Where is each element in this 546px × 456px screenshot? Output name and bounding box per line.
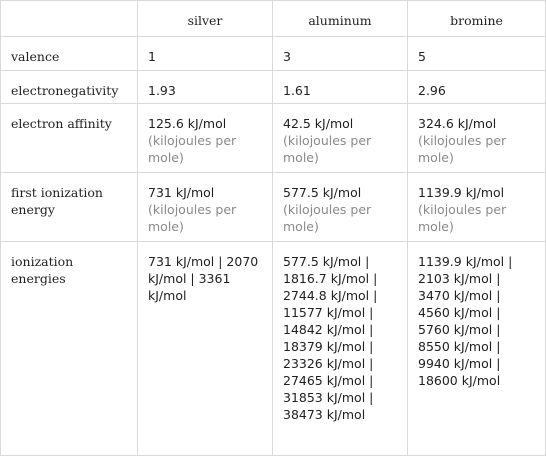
table-row (1, 37, 546, 71)
row-label-electron-affinity: electron affinity (1, 104, 138, 173)
cell-ionization-energies-bromine: 1139.9 kJ/mol | 2103 kJ/mol | 3470 kJ/mol | 4560 kJ/mol | 5760 kJ/mol | 8550 kJ/mol | 9940 kJ/mol | 18600 kJ/mol (408, 242, 546, 456)
table-row (1, 71, 546, 104)
column-header-silver: silver (138, 1, 273, 37)
row-label-ionization-energies: ionization energies (1, 242, 138, 456)
row-label-electronegativity: electronegativity (1, 71, 138, 104)
cell-electron-affinity-aluminum (273, 104, 408, 173)
cell-electronegativity-bromine: 2.96 (408, 71, 546, 104)
cell-valence-aluminum: 3 (273, 37, 408, 71)
cell-ionization-energies-silver: 731 kJ/mol | 2070 kJ/mol | 3361 kJ/mol (138, 242, 273, 456)
cell-valence-bromine: 5 (408, 37, 546, 71)
cell-first-ionization-bromine (408, 173, 546, 242)
value: 125.6 kJ/mol (148, 116, 227, 131)
row-label-valence: valence (1, 37, 138, 71)
cell-first-ionization-aluminum (273, 173, 408, 242)
unit-note: (kilojoules per mole) (283, 202, 372, 234)
value: 42.5 kJ/mol (283, 116, 354, 131)
header-corner (1, 1, 138, 37)
cell-electron-affinity-silver (138, 104, 273, 173)
value: 731 kJ/mol (148, 185, 215, 200)
cell-electronegativity-aluminum: 1.61 (273, 71, 408, 104)
value: 577.5 kJ/mol (283, 185, 362, 200)
unit-note: (kilojoules per mole) (148, 202, 237, 234)
cell-valence-silver: 1 (138, 37, 273, 71)
cell-electron-affinity-bromine (408, 104, 546, 173)
unit-note: (kilojoules per mole) (418, 133, 507, 165)
column-header-aluminum: aluminum (273, 1, 408, 37)
cell-first-ionization-silver (138, 173, 273, 242)
table-row (1, 104, 546, 173)
table-row (1, 173, 546, 242)
table-row (1, 242, 546, 456)
unit-note: (kilojoules per mole) (283, 133, 372, 165)
cell-ionization-energies-aluminum: 577.5 kJ/mol | 1816.7 kJ/mol | 2744.8 kJ/mol | 11577 kJ/mol | 14842 kJ/mol | 18379 kJ/mol | 23326 kJ/mol | 27465 kJ/mol | 31853 kJ/mol | 38473 kJ/mol (273, 242, 408, 456)
cell-electronegativity-silver: 1.93 (138, 71, 273, 104)
unit-note: (kilojoules per mole) (148, 133, 237, 165)
row-label-first-ionization-energy: first ionization energy (1, 173, 138, 242)
value: 324.6 kJ/mol (418, 116, 497, 131)
header-row (1, 1, 546, 37)
column-header-bromine: bromine (408, 1, 546, 37)
unit-note: (kilojoules per mole) (418, 202, 507, 234)
value: 1139.9 kJ/mol (418, 185, 505, 200)
